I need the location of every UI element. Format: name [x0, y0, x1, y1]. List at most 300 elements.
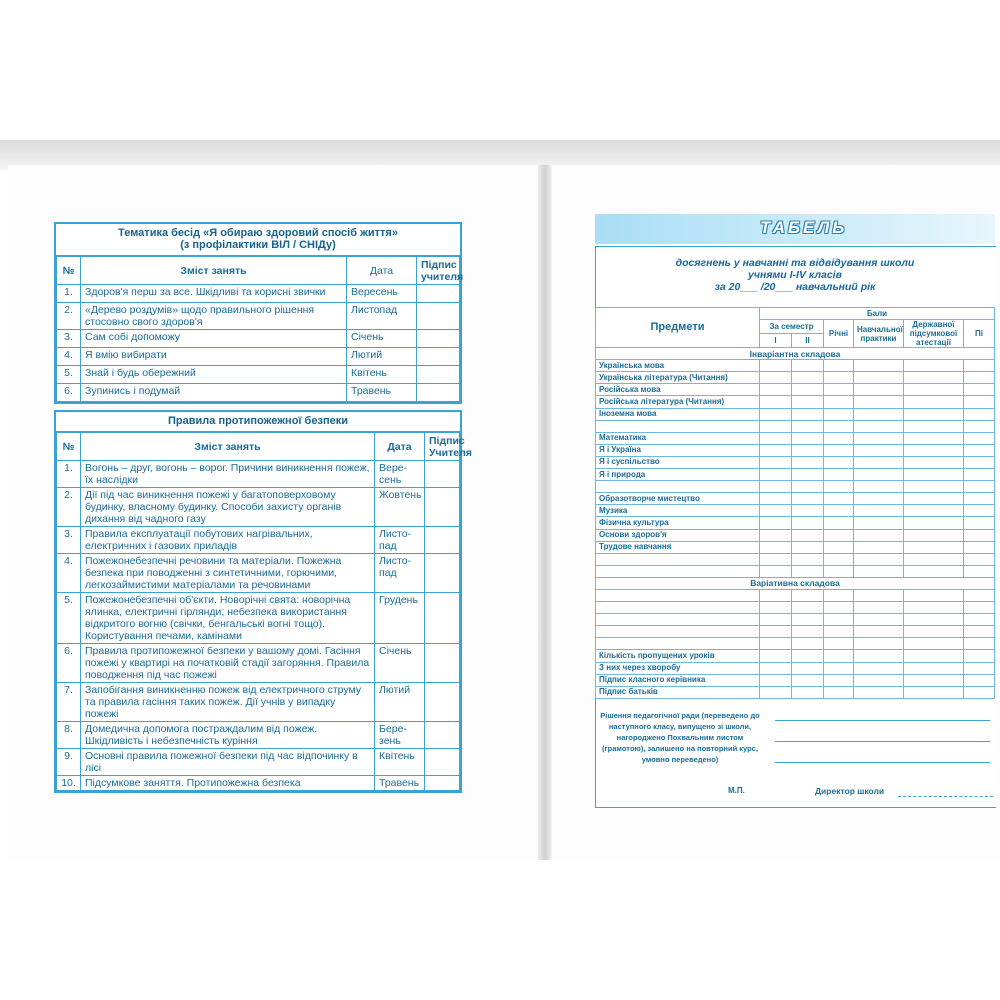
row-content: Підсумкове заняття. Протипожежна безпека	[81, 776, 375, 791]
row-signature	[417, 366, 460, 384]
row-number: 6.	[57, 384, 81, 402]
grade-cell	[824, 408, 854, 420]
semester-2-header: II	[792, 334, 824, 348]
table-row	[596, 517, 995, 529]
table-row	[596, 602, 995, 614]
section-row	[596, 348, 995, 360]
table-row	[596, 469, 995, 481]
grade-cell	[904, 602, 964, 614]
table-row	[596, 662, 995, 674]
col-date: Дата	[375, 433, 425, 461]
table-row	[596, 372, 995, 384]
grade-cell	[964, 408, 995, 420]
row-signature	[425, 683, 460, 722]
grade-cell	[824, 444, 854, 456]
subject-name	[596, 420, 760, 432]
grade-cell	[964, 662, 995, 674]
table-row	[596, 650, 995, 662]
row-number: 2.	[57, 303, 81, 330]
grade-cell	[824, 686, 854, 698]
grade-cell	[964, 505, 995, 517]
grade-cell	[760, 674, 792, 686]
grade-cell	[760, 384, 792, 396]
grade-cell	[904, 589, 964, 601]
subject-name: Російська мова	[596, 384, 760, 396]
grade-cell	[760, 541, 792, 553]
row-signature	[425, 593, 460, 644]
grade-cell	[760, 432, 792, 444]
subject-name: Українська література (Читання)	[596, 372, 760, 384]
fire-safety-grid	[56, 432, 472, 791]
grade-cell	[854, 686, 904, 698]
grade-cell	[964, 529, 995, 541]
row-content: Здоров'я перш за все. Шкідливі та корисні звички	[81, 285, 347, 303]
row-content: Правила експлуатації побутових нагрівальних, електричних і газових приладів	[81, 527, 375, 554]
subject-name: Математика	[596, 432, 760, 444]
row-date: Травень	[347, 384, 417, 402]
grade-cell	[792, 589, 824, 601]
grade-cell	[760, 469, 792, 481]
row-content: Дії під час виникнення пожежі у багатоповерховому будинку, власному будинку. Способи захисту органів дихання від чадного газу	[81, 488, 375, 527]
grade-cell	[854, 517, 904, 529]
grade-cell	[824, 420, 854, 432]
row-signature	[425, 527, 460, 554]
grade-cell	[792, 505, 824, 517]
grade-cell	[854, 662, 904, 674]
grade-cell	[792, 444, 824, 456]
grade-cell	[824, 481, 854, 493]
grade-cell	[760, 638, 792, 650]
table-row	[57, 722, 460, 749]
grade-cell	[964, 384, 995, 396]
grade-cell	[824, 360, 854, 372]
grade-cell	[792, 638, 824, 650]
table-row	[57, 366, 460, 384]
row-date: Бере-зень	[375, 722, 425, 749]
grade-cell	[792, 372, 824, 384]
grade-cell	[792, 565, 824, 577]
grade-cell	[824, 589, 854, 601]
row-date: Травень	[375, 776, 425, 791]
grade-cell	[792, 384, 824, 396]
grade-cell	[964, 614, 995, 626]
annual-header: Річні	[824, 320, 854, 348]
director-signature-line	[898, 796, 993, 797]
grade-cell	[792, 481, 824, 493]
grade-cell	[854, 432, 904, 444]
grade-cell	[792, 674, 824, 686]
grade-cell	[792, 662, 824, 674]
grade-cell	[904, 360, 964, 372]
row-content: Пожежонебезпечні речовини та матеріали. Пожежна безпека при поводженні з синтетичними, горючими, легкозаймистими матеріалами та речовинами	[81, 554, 375, 593]
row-content: «Дерево роздумів» щодо правильного рішення стосовно свого здоров'я	[81, 303, 347, 330]
table-row	[57, 776, 460, 791]
row-date: Грудень	[375, 593, 425, 644]
health-talks-table	[54, 222, 462, 404]
grade-cell	[854, 493, 904, 505]
grade-cell	[824, 662, 854, 674]
subject-name: Музика	[596, 505, 760, 517]
table-row	[596, 408, 995, 420]
grade-cell	[854, 408, 904, 420]
grade-cell	[904, 529, 964, 541]
grade-cell	[824, 650, 854, 662]
report-title-line1: досягнень у навчанні та відвідування школи	[675, 257, 915, 269]
row-number: 4.	[57, 554, 81, 593]
grade-cell	[854, 650, 904, 662]
grade-cell	[904, 505, 964, 517]
grade-cell	[760, 396, 792, 408]
grade-cell	[854, 505, 904, 517]
grade-cell	[792, 432, 824, 444]
row-date: Жовтень	[375, 488, 425, 527]
decision-line	[775, 741, 990, 742]
grade-cell	[964, 396, 995, 408]
grade-cell	[760, 602, 792, 614]
grade-cell	[964, 360, 995, 372]
row-signature	[417, 384, 460, 402]
row-date: Листо-пад	[375, 527, 425, 554]
table-row	[596, 432, 995, 444]
row-content: Сам собі допоможу	[81, 330, 347, 348]
health-talks-title-line2: (з профілактики ВІЛ / СНІДу)	[180, 239, 336, 251]
subject-name: Образотворче мистецтво	[596, 493, 760, 505]
grade-cell	[854, 614, 904, 626]
subject-name	[596, 602, 760, 614]
table-row	[596, 384, 995, 396]
row-signature	[425, 722, 460, 749]
grade-cell	[904, 553, 964, 565]
row-date: Листо-пад	[375, 554, 425, 593]
summary-row-label: Підпис батьків	[596, 686, 760, 698]
council-decision-label: Рішення педагогічної ради (переведено до наступного класу, випущено зі школи, нагороджено Похвальним листом (грамотою), залишено на повторний курс, умовно переведено)	[600, 711, 760, 764]
grade-cell	[964, 420, 995, 432]
row-signature	[425, 776, 460, 791]
row-number: 7.	[57, 683, 81, 722]
grade-cell	[760, 517, 792, 529]
grade-cell	[760, 529, 792, 541]
row-number: 1.	[57, 285, 81, 303]
row-number: 10.	[57, 776, 81, 791]
subject-name	[596, 626, 760, 638]
grade-cell	[964, 626, 995, 638]
grade-cell	[964, 456, 995, 468]
row-number: 6.	[57, 644, 81, 683]
grade-cell	[824, 553, 854, 565]
grade-cell	[760, 493, 792, 505]
row-date: Листопад	[347, 303, 417, 330]
table-row	[596, 626, 995, 638]
grade-cell	[854, 372, 904, 384]
table-row	[596, 565, 995, 577]
row-date: Лютий	[375, 683, 425, 722]
grade-cell	[760, 444, 792, 456]
grade-cell	[824, 541, 854, 553]
grade-cell	[760, 589, 792, 601]
health-talks-title-line1: Тематика бесід «Я обираю здоровий спосіб життя»	[118, 227, 398, 239]
grade-cell	[904, 662, 964, 674]
health-talks-grid	[56, 256, 464, 402]
grade-cell	[824, 626, 854, 638]
summary-row-label: З них через хворобу	[596, 662, 760, 674]
row-date: Вере-сень	[375, 461, 425, 488]
table-row	[57, 461, 460, 488]
grade-cell	[904, 674, 964, 686]
grade-cell	[824, 614, 854, 626]
row-content: Я вмію вибирати	[81, 348, 347, 366]
grade-cell	[904, 372, 964, 384]
grade-cell	[854, 444, 904, 456]
row-date: Квітень	[375, 749, 425, 776]
grade-cell	[904, 396, 964, 408]
grade-cell	[792, 541, 824, 553]
grade-cell	[792, 517, 824, 529]
table-row	[596, 505, 995, 517]
grade-cell	[854, 638, 904, 650]
grade-cell	[792, 456, 824, 468]
variative-section-label: Варіативна складова	[596, 577, 995, 589]
decision-line	[775, 762, 990, 763]
col-num: №	[57, 257, 81, 285]
row-content: Зупинись і подумай	[81, 384, 347, 402]
subject-name: Основи здоров'я	[596, 529, 760, 541]
report-card-title	[600, 257, 990, 293]
report-title-line2: учнями I-IV класів	[748, 269, 842, 281]
subject-name	[596, 589, 760, 601]
grade-cell	[904, 638, 964, 650]
subject-name: Російська література (Читання)	[596, 396, 760, 408]
semester-header: За семестр	[760, 320, 824, 334]
grade-cell	[824, 517, 854, 529]
row-number: 1.	[57, 461, 81, 488]
subjects-header: Предмети	[596, 308, 760, 348]
table-row	[57, 384, 460, 402]
row-date: Квітень	[347, 366, 417, 384]
health-talks-title	[56, 224, 460, 256]
table-row	[596, 493, 995, 505]
row-content: Домедична допомога постраждалим від пожеж. Шкідливість і небезпечність куріння	[81, 722, 375, 749]
grade-cell	[824, 469, 854, 481]
table-row	[596, 614, 995, 626]
grade-cell	[824, 638, 854, 650]
table-row	[596, 444, 995, 456]
grades-grid	[595, 307, 995, 699]
row-signature	[417, 348, 460, 366]
row-date: Січень	[375, 644, 425, 683]
table-row	[596, 541, 995, 553]
grade-cell	[904, 686, 964, 698]
grade-cell	[854, 384, 904, 396]
grade-cell	[792, 360, 824, 372]
table-row	[596, 686, 995, 698]
subject-name	[596, 614, 760, 626]
grade-cell	[760, 626, 792, 638]
grade-cell	[760, 614, 792, 626]
row-signature	[417, 303, 460, 330]
grade-cell	[904, 469, 964, 481]
grade-cell	[792, 408, 824, 420]
row-content: Запобігання виникненню пожеж від електричного струму та правила гасіння таких пожеж. Дії учнів у випадку пожежі	[81, 683, 375, 722]
grade-cell	[904, 481, 964, 493]
grade-cell	[792, 686, 824, 698]
row-signature	[417, 285, 460, 303]
grade-cell	[760, 481, 792, 493]
grade-cell	[824, 565, 854, 577]
cut-header: Пі	[964, 320, 995, 348]
col-sign: Підпис Учителя	[425, 433, 460, 461]
grade-cell	[854, 529, 904, 541]
table-row	[57, 644, 460, 683]
grade-cell	[904, 493, 964, 505]
summary-row-label: Підпис класного керівника	[596, 674, 760, 686]
table-row	[596, 481, 995, 493]
grade-cell	[904, 565, 964, 577]
stamp-place-label: М.П.	[728, 786, 745, 795]
grade-cell	[854, 541, 904, 553]
row-signature	[425, 488, 460, 527]
table-row	[596, 638, 995, 650]
grade-cell	[854, 565, 904, 577]
row-number: 5.	[57, 366, 81, 384]
decision-line	[775, 720, 990, 721]
row-content: Основні правила пожежної безпеки під час відпочинку в лісі	[81, 749, 375, 776]
tabel-title: ТАБЕЛЬ	[760, 218, 848, 237]
row-date: Лютий	[347, 348, 417, 366]
grade-cell	[824, 505, 854, 517]
grade-cell	[854, 420, 904, 432]
grade-cell	[792, 602, 824, 614]
grade-cell	[964, 553, 995, 565]
summary-row-label: Кількість пропущених уроків	[596, 650, 760, 662]
grade-cell	[792, 529, 824, 541]
table-row	[57, 554, 460, 593]
grades-table	[595, 307, 995, 699]
row-number: 5.	[57, 593, 81, 644]
report-title-line3: за 20___ /20___ навчальний рік	[714, 281, 876, 293]
grade-cell	[904, 384, 964, 396]
grade-cell	[964, 541, 995, 553]
subject-name: Я і суспільство	[596, 456, 760, 468]
table-row	[57, 330, 460, 348]
grade-cell	[854, 396, 904, 408]
row-content: Пожежонебезпечні об'єкти. Новорічні свята: новорічна ялинка, електричні гірлянди; небезпека використання відкритого вогню (свічки, бенгальські вогні тощо). Користування печами, камінами	[81, 593, 375, 644]
table-row	[596, 360, 995, 372]
grade-cell	[760, 408, 792, 420]
row-signature	[417, 330, 460, 348]
table-row	[57, 348, 460, 366]
row-number: 3.	[57, 330, 81, 348]
grade-cell	[904, 517, 964, 529]
row-number: 9.	[57, 749, 81, 776]
grade-cell	[824, 529, 854, 541]
grade-cell	[792, 553, 824, 565]
col-content: Зміст занять	[81, 433, 375, 461]
grade-cell	[964, 565, 995, 577]
grade-cell	[824, 396, 854, 408]
table-row	[57, 303, 460, 330]
row-signature	[425, 749, 460, 776]
grade-cell	[760, 372, 792, 384]
grade-cell	[854, 456, 904, 468]
grade-cell	[760, 565, 792, 577]
grade-cell	[964, 372, 995, 384]
row-number: 8.	[57, 722, 81, 749]
grade-cell	[760, 420, 792, 432]
grade-cell	[824, 456, 854, 468]
grade-cell	[760, 686, 792, 698]
semester-1-header: I	[760, 334, 792, 348]
subject-name	[596, 481, 760, 493]
practice-header: Навчальної практики	[854, 320, 904, 348]
table-row	[57, 488, 460, 527]
table-row	[57, 749, 460, 776]
grade-cell	[792, 626, 824, 638]
grade-cell	[854, 602, 904, 614]
grade-cell	[760, 650, 792, 662]
grade-cell	[824, 372, 854, 384]
table-row	[57, 593, 460, 644]
col-content: Зміст занять	[81, 257, 347, 285]
subject-name: Фізична культура	[596, 517, 760, 529]
grade-cell	[904, 614, 964, 626]
grade-cell	[854, 626, 904, 638]
table-row	[596, 529, 995, 541]
grade-cell	[964, 638, 995, 650]
grade-cell	[964, 589, 995, 601]
grade-cell	[854, 674, 904, 686]
grade-cell	[964, 469, 995, 481]
grade-cell	[964, 444, 995, 456]
grade-cell	[760, 662, 792, 674]
grade-cell	[824, 432, 854, 444]
grade-cell	[904, 456, 964, 468]
grade-cell	[760, 505, 792, 517]
grade-cell	[904, 408, 964, 420]
row-signature	[425, 461, 460, 488]
row-content: Правила протипожежної безпеки у вашому домі. Гасіння пожежі у квартирі на початковій стадії загоряння. Правила поводження під час пожежі	[81, 644, 375, 683]
director-label: Директор школи	[815, 786, 885, 796]
grade-cell	[854, 481, 904, 493]
grade-cell	[964, 674, 995, 686]
grade-cell	[904, 541, 964, 553]
fire-safety-title: Правила протипожежної безпеки	[56, 412, 460, 432]
table-row	[57, 285, 460, 303]
row-date: Вересень	[347, 285, 417, 303]
col-date: Дата	[347, 257, 417, 285]
row-number: 3.	[57, 527, 81, 554]
col-num: №	[57, 433, 81, 461]
grade-cell	[792, 420, 824, 432]
grade-cell	[964, 481, 995, 493]
table-row	[596, 456, 995, 468]
grade-cell	[854, 589, 904, 601]
grade-cell	[824, 674, 854, 686]
grade-cell	[964, 650, 995, 662]
invariant-section-label: Інваріантна складова	[596, 348, 995, 360]
subject-name: Я і Україна	[596, 444, 760, 456]
subject-name	[596, 638, 760, 650]
grade-cell	[824, 384, 854, 396]
table-row	[57, 527, 460, 554]
col-sign: Підпис учителя	[417, 257, 460, 285]
row-content: Знай і будь обережний	[81, 366, 347, 384]
grade-cell	[904, 650, 964, 662]
grade-cell	[964, 432, 995, 444]
grade-cell	[792, 493, 824, 505]
subject-name: Я і природа	[596, 469, 760, 481]
grades-header: Бали	[760, 308, 995, 320]
grade-cell	[854, 469, 904, 481]
